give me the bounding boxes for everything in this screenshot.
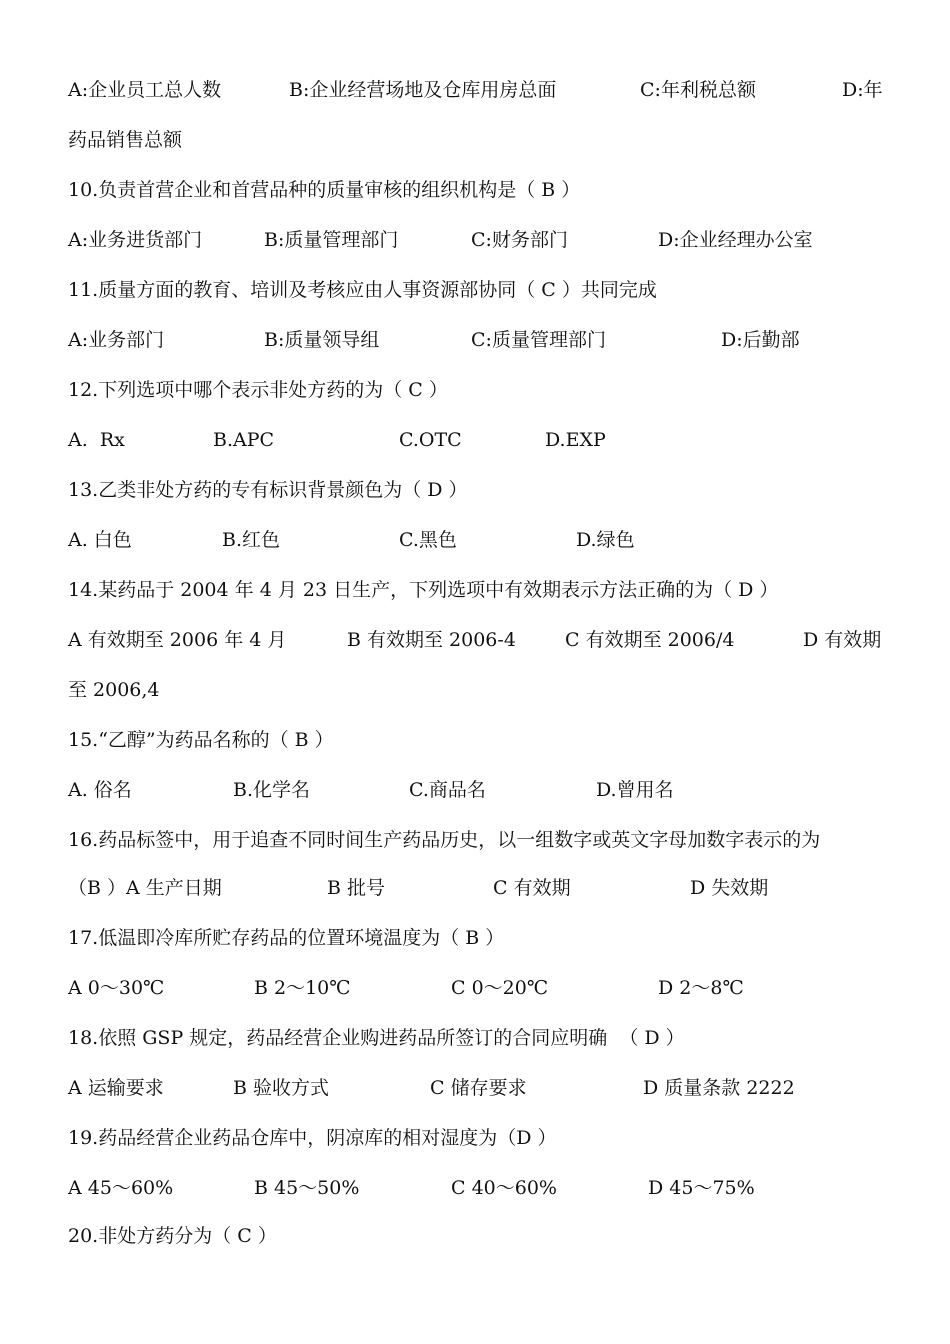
option-d: D 45～75% [648,1177,755,1199]
question-17: 17.低温即冷库所贮存药品的位置环境温度为（ B ） [68,927,505,949]
question-13: 13.乙类非处方药的专有标识背景颜色为（ D ） [68,479,468,501]
option-d: D 有效期 [803,629,882,651]
option-d: D.EXP [545,429,606,451]
option-d: D 质量条款 2222 [643,1077,795,1099]
option-b: B 批号 [327,877,386,899]
option-d: D:后勤部 [721,329,800,351]
option-c: C:财务部门 [471,229,568,251]
option-a: A. 白色 [68,529,132,551]
question-10: 10.负责首营企业和首营品种的质量审核的组织机构是（ B ） [68,179,581,201]
option-a: A:业务部门 [68,329,165,351]
option-d: D.绿色 [576,529,635,551]
question-19: 19.药品经营企业药品仓库中，阴凉库的相对湿度为（D ） [68,1127,557,1149]
option-b: B.化学名 [233,779,311,801]
option-a: A:企业员工总人数 [68,79,222,101]
option-b: B 2～10℃ [254,977,351,999]
option-c: C 有效期 [493,877,571,899]
option-b: B.红色 [222,529,281,551]
option-c: C 40～60% [451,1177,557,1199]
option-a: A 45～60% [68,1177,174,1199]
option-d: D.曾用名 [596,779,674,801]
option-a: A 运输要求 [68,1077,164,1099]
question-11: 11.质量方面的教育、培训及考核应由人事资源部协同（ C ）共同完成 [68,279,657,301]
option-a: （B ）A 生产日期 [68,877,222,899]
text-line: 药品销售总额 [68,129,183,151]
option-c: C:年利税总额 [640,79,756,101]
option-d: D 2～8℃ [658,977,744,999]
question-12: 12.下列选项中哪个表示非处方药的为（ C ） [68,379,448,401]
option-a: A 有效期至 2006 年 4 月 [68,629,287,651]
option-c: C 0～20℃ [451,977,549,999]
question-18: 18.依照 GSP 规定，药品经营企业购进药品所签订的合同应明确 （ D ） [68,1027,685,1049]
option-a: A. Rx [68,429,125,451]
option-b: B 45～50% [254,1177,360,1199]
option-d: D:企业经理办公室 [658,229,813,251]
option-d: D 失效期 [690,877,769,899]
option-c: C.黑色 [399,529,457,551]
option-c: C.OTC [399,429,462,451]
option-b: B 验收方式 [233,1077,330,1099]
option-a: A. 俗名 [68,779,132,801]
option-b: B:企业经营场地及仓库用房总面 [289,79,557,101]
option-b: B:质量管理部门 [264,229,399,251]
question-20: 20.非处方药分为（ C ） [68,1225,277,1247]
option-c: C 储存要求 [430,1077,527,1099]
option-d: D:年 [842,79,883,101]
option-a: A 0～30℃ [68,977,165,999]
option-c: C 有效期至 2006/4 [565,629,735,651]
option-a: A:业务进货部门 [68,229,203,251]
option-b: B.APC [213,429,275,451]
question-14: 14.某药品于 2004 年 4 月 23 日生产，下列选项中有效期表示方法正确的为（ D ） [68,579,779,601]
option-b: B:质量领导组 [264,329,380,351]
question-15: 15.“乙醇”为药品名称的（ B ） [68,729,334,751]
text-line: 至 2006,4 [68,679,160,701]
option-b: B 有效期至 2006-4 [347,629,516,651]
question-16: 16.药品标签中，用于追查不同时间生产药品历史，以一组数字或英文字母加数字表示的为 [68,829,821,851]
option-c: C.商品名 [409,779,486,801]
option-c: C:质量管理部门 [471,329,606,351]
